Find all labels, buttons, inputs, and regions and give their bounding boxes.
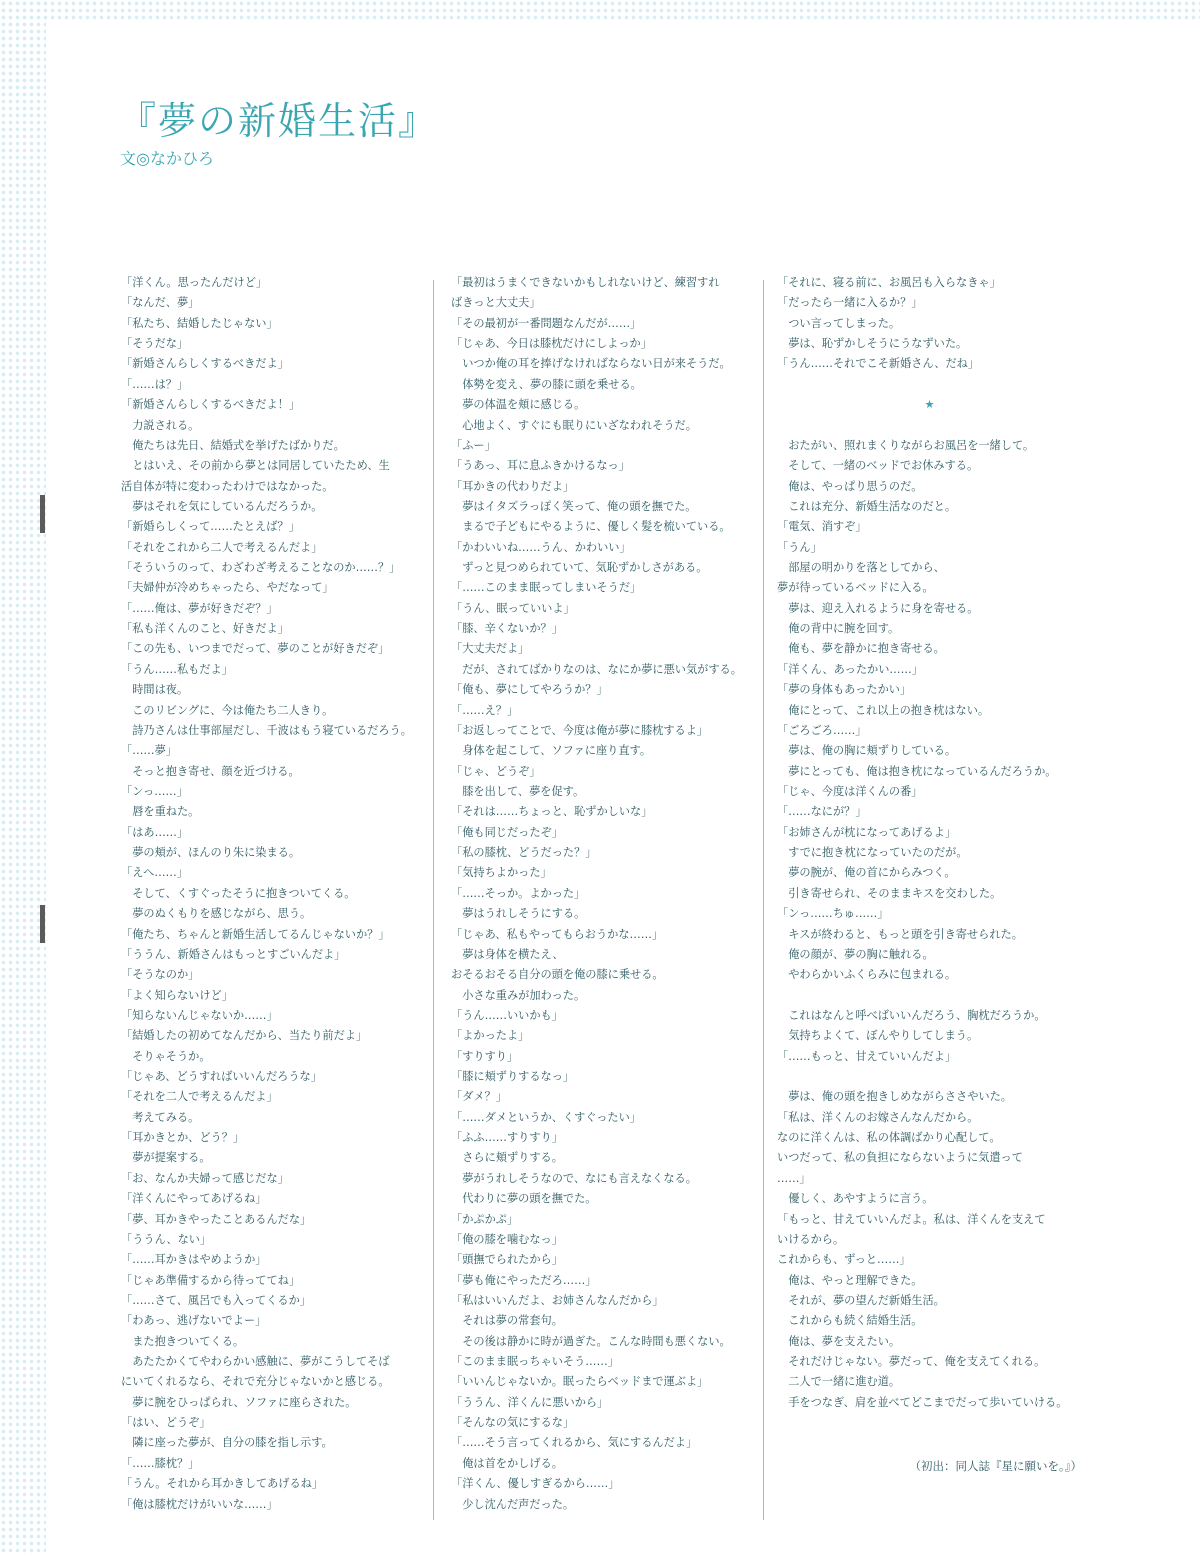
text-line: 「俺たち、ちゃんと新婚生活してるんじゃないか？」 [121, 927, 390, 941]
text-line: 「俺も、夢にしてやろうか？」 [451, 683, 608, 697]
author-credit: 文◎なかひろ [120, 149, 214, 168]
text-column-1 [121, 273, 426, 1523]
text-line: 夢の頬が、ほんのり朱に染まる。 [121, 846, 301, 860]
text-line: また抱きついてくる。 [121, 1334, 245, 1348]
text-column-3 [777, 273, 1082, 1523]
text-line: 「ンっ……」 [121, 784, 188, 798]
text-line: 「……夢」 [121, 744, 177, 758]
text-line: やわらかいふくらみに包まれる。 [777, 968, 957, 982]
text-line: 「最初はうまくできないかもしれないけど、練習すれ [451, 276, 720, 289]
text-line: 少し沈んだ声だった。 [451, 1497, 575, 1511]
text-line: それだけじゃない。夢だって、俺を支えてくれる。 [777, 1355, 1046, 1369]
text-line: 「うあっ、耳に息ふきかけるなっ」 [451, 459, 630, 473]
text-line: 「……ダメというか、くすぐったい」 [451, 1110, 641, 1124]
text-line: 「……そう言ってくれるから、気にするんだよ」 [451, 1436, 698, 1450]
text-line: そっと抱き寄せ、顔を近づける。 [121, 764, 300, 778]
text-line: 「気持ちよかった」 [451, 866, 552, 880]
text-line: 「それを二人で考えるんだよ」 [121, 1090, 278, 1104]
text-line: 力説される。 [121, 418, 200, 432]
text-line: 夢はうれしそうにする。 [451, 907, 586, 921]
text-line: 「よく知らないけど」 [121, 988, 233, 1002]
text-line: 「ふふ……すりすり」 [451, 1131, 563, 1145]
text-line: 「……そっか。よかった」 [451, 886, 586, 900]
text-line: 隣に座った夢が、自分の膝を指し示す。 [121, 1436, 333, 1450]
text-line: 膝を出して、夢を促す。 [451, 784, 585, 798]
text-line: 「じゃあ、どうすればいいんだろうな」 [121, 1070, 322, 1084]
text-line: 夢が待っているベッドに入る。 [777, 581, 934, 595]
text-line: 「それに、寝る前に、お風呂も入らなきゃ」 [777, 276, 1001, 289]
text-line: 「うん」 [777, 540, 822, 554]
text-line: 「そうなのか」 [121, 968, 200, 982]
text-line: 詩乃さんは仕事部屋だし、千波はもう寝ているだろう。 [121, 723, 412, 737]
text-line: 身体を起こして、ソファに座り直す。 [451, 744, 652, 758]
text-line: おたがい、照れまくりながらお風呂を一緒して。 [777, 438, 1035, 452]
text-line: 「なんだ、夢」 [121, 296, 200, 310]
dot-pattern-left [0, 0, 46, 1555]
text-line: 「……は？」 [121, 377, 189, 391]
text-line: 体勢を変え、夢の膝に頭を乗せる。 [451, 377, 642, 391]
text-line: 活自体が特に変わったわけではなかった。 [121, 479, 334, 493]
text-line: 代わりに夢の頭を撫でた。 [451, 1192, 597, 1206]
text-line: 夢の体温を頬に感じる。 [451, 398, 586, 412]
text-line: 「このまま眠っちゃいそう……」 [451, 1355, 619, 1369]
text-line: 「かわいいね……うん、かわいい」 [451, 540, 631, 554]
text-line: 「私は、洋くんのお嫁さんなんだから。 [777, 1110, 979, 1124]
text-line: 「耳かきの代わりだよ」 [451, 479, 575, 493]
text-line: 「ごろごろ……」 [777, 723, 867, 737]
text-line: 夢が提案する。 [121, 1151, 211, 1165]
binding-mark [40, 905, 45, 943]
text-line: 「結婚したの初めてなんだから、当たり前だよ」 [121, 1029, 368, 1043]
text-line: 「ンっ……ちゅ……」 [777, 907, 889, 921]
text-line: 俺は、やっぱり思うのだ。 [777, 479, 923, 493]
text-line: 「いいんじゃないか。眠ったらベッドまで運ぶよ」 [451, 1375, 709, 1389]
text-line: 「うん、眠っていいよ」 [451, 601, 575, 615]
text-column-2 [451, 273, 756, 1523]
text-line [777, 986, 1082, 1006]
text-line: 「それは……ちょっと、恥ずかしいな」 [451, 805, 653, 819]
text-line: 「新婚さんらしくするべきだよ！」 [121, 398, 301, 412]
text-line: キスが終わると、もっと頭を引き寄せられた。 [777, 927, 1023, 941]
text-line: これからも、ずっと……」 [777, 1253, 911, 1267]
text-line: 「ダメ？」 [451, 1090, 507, 1104]
text-line: 「洋くん、あったかい……」 [777, 662, 923, 676]
text-line: 「ううん、ない」 [121, 1232, 212, 1246]
text-line: おそるおそる自分の頭を俺の膝に乗せる。 [451, 968, 664, 982]
star-icon: ★ [924, 398, 935, 412]
text-line: 夢はイタズラっぽく笑って、俺の頭を撫でた。 [451, 499, 697, 513]
text-line: それが、夢の望んだ新婚生活。 [777, 1293, 945, 1307]
column-divider [763, 280, 764, 1520]
text-line: 「この先も、いつまでだって、夢のことが好きだぞ」 [121, 642, 390, 656]
text-line: 「大丈夫だよ」 [451, 642, 530, 656]
text-line: 「そうだな」 [121, 337, 189, 351]
text-line: 小さな重みが加わった。 [451, 988, 586, 1002]
text-line: 「私たち、結婚したじゃない」 [121, 316, 278, 330]
text-line: 「……なにが？」 [777, 805, 867, 819]
text-line: 「……膝枕？」 [121, 1456, 200, 1470]
text-line: 「……耳かきはやめようか」 [121, 1253, 267, 1267]
text-line: 「俺も同じだったぞ」 [451, 825, 563, 839]
text-line: その後は静かに時が過ぎた。こんな時間も悪くない。 [451, 1334, 731, 1348]
text-line: あたたかくてやわらかい感触に、夢がこうしてそば [121, 1355, 390, 1369]
text-line: 夢がうれしそうなので、なにも言えなくなる。 [451, 1171, 697, 1185]
text-line: 心地よく、すぐにも眠りにいざなわれそうだ。 [451, 418, 697, 432]
text-line: 「じゃ、今度は洋くんの番」 [777, 784, 923, 798]
text-line: ……」 [777, 1171, 811, 1185]
text-line: 俺の顔が、夢の胸に触れる。 [777, 947, 934, 961]
binding-mark [40, 495, 45, 533]
text-line: いつだって、私の負担にならないように気遣って [777, 1151, 1023, 1165]
text-line: 俺にとって、これ以上の抱き枕はない。 [777, 703, 990, 717]
text-line: 気持ちよくて、ぼんやりしてしまう。 [777, 1029, 979, 1043]
text-line: 「それをこれから二人で考えるんだよ」 [121, 540, 323, 554]
text-line: 「新婚さんらしくするべきだよ」 [121, 357, 289, 371]
text-line: 夢に腕をひっぱられ、ソファに座らされた。 [121, 1395, 357, 1409]
text-line: 時間は夜。 [121, 683, 189, 697]
text-line: 俺も、夢を静かに抱き寄せる。 [777, 642, 945, 656]
text-line: 「わあっ、逃げないでよー」 [121, 1314, 267, 1328]
text-line: 「洋くんにやってあげるね」 [121, 1192, 267, 1206]
text-line: 夢のぬくもりを感じながら、思う。 [121, 907, 312, 921]
text-line: なのに洋くんは、私の体調ばかり心配して。 [777, 1131, 1001, 1145]
text-line: 「うん。それから耳かきしてあげるね」 [121, 1477, 324, 1491]
text-line: にいてくれるなら、それで充分じゃないかと感じる。 [121, 1375, 390, 1389]
text-line: 「頭撫でられたから」 [451, 1253, 563, 1267]
story-title: 『夢の新婚生活』 [118, 99, 439, 143]
text-line: 部屋の明かりを落としてから、 [777, 561, 945, 575]
text-line: 「知らないんじゃないか……」 [121, 1008, 278, 1022]
text-line: 「かぷかぷ」 [451, 1212, 519, 1226]
text-line: 「……俺は、夢が好きだぞ？」 [121, 601, 278, 615]
text-line: 「もっと、甘えていいんだよ。私は、洋くんを支えて [777, 1212, 1046, 1226]
text-line: まるで子どもにやるように、優しく髪を梳いている。 [451, 520, 731, 534]
text-line: 引き寄せられ、そのままキスを交わした。 [777, 886, 1002, 900]
text-line: 夢は、俺の胸に頬ずりしている。 [777, 744, 957, 758]
text-line [777, 1067, 1082, 1087]
text-line: それは夢の常套句。 [451, 1314, 563, 1328]
text-line: 「ふー」 [451, 438, 496, 452]
text-line: 「じゃあ、私もやってもらおうかな……」 [451, 927, 664, 941]
text-line: 「じゃあ準備するから待っててね」 [121, 1273, 301, 1287]
text-line: 「はい、どうぞ」 [121, 1416, 211, 1430]
text-line: 「すりすり」 [451, 1049, 519, 1063]
text-line: いけるから。 [777, 1232, 845, 1246]
text-line: だが、されてばかりなのは、なにか夢に悪い気がする。 [451, 662, 742, 676]
text-line: 「新婚らしくって……たとえば？」 [121, 520, 300, 534]
text-line: 「だったら一緒に入るか？」 [777, 296, 923, 310]
text-line: これからも続く結婚生活。 [777, 1314, 923, 1328]
text-line: そして、一緒のベッドでお休みする。 [777, 459, 979, 473]
column-divider [433, 280, 434, 1520]
text-line: 二人で一緒に進む道。 [777, 1375, 901, 1389]
text-line: 「うん……いいかも」 [451, 1008, 563, 1022]
text-line: 夢はそれを気にしているんだろうか。 [121, 499, 323, 513]
text-line: これは充分、新婚生活なのだと。 [777, 499, 957, 513]
text-line: 「うん……それでこそ新婚さん、だね」 [777, 357, 980, 371]
text-line: 「洋くん。思ったんだけど」 [121, 276, 268, 289]
text-line: ずっと見つめられていて、気恥ずかしさがある。 [451, 561, 708, 575]
text-line: 「お返しってことで、今度は俺が夢に膝枕するよ」 [451, 723, 709, 737]
text-line: さらに頬ずりする。 [451, 1151, 563, 1165]
text-line: 「夢も俺にやっただろ……」 [451, 1273, 597, 1287]
text-line: 「ううん、洋くんに悪いから」 [451, 1395, 609, 1409]
text-line [777, 375, 1082, 395]
text-line: いつか俺の耳を捧げなければならない日が来そうだ。 [451, 357, 731, 371]
text-line: 俺は、やっと理解できた。 [777, 1273, 923, 1287]
text-line: 「じゃ、どうぞ」 [451, 764, 541, 778]
text-line: 夢は、恥ずかしそうにうなずいた。 [777, 337, 968, 351]
text-line: 「洋くん、優しすぎるから……」 [451, 1477, 620, 1491]
text-line: 夢は、迎え入れるように身を寄せる。 [777, 601, 979, 615]
text-line: 「耳かきとか、どう？」 [121, 1131, 245, 1145]
text-line: 「はあ……」 [121, 825, 189, 839]
text-line: 俺は、夢を支えたい。 [777, 1334, 901, 1348]
text-line: とはいえ、その前から夢とは同居していたため、生 [121, 459, 390, 473]
text-line: 「私の膝枕、どうだった？」 [451, 846, 597, 860]
text-line: すでに抱き枕になっていたのだが。 [777, 846, 968, 860]
text-line: 「よかったよ」 [451, 1029, 530, 1043]
text-line: つい言ってしまった。 [777, 316, 901, 330]
text-line: 俺の背中に腕を回す。 [777, 622, 900, 636]
text-line: 「お姉さんが枕になってあげるよ」 [777, 825, 957, 839]
text-line: このリビングに、今は俺たち二人きり。 [121, 703, 334, 717]
text-line: 「そういうのって、わざわざ考えることなのか……？」 [121, 561, 401, 575]
text-line: 考えてみる。 [121, 1110, 200, 1124]
text-line: 夢は、俺の頭を抱きしめながらささやいた。 [777, 1090, 1012, 1104]
first-publication-note: （初出：同人誌『星に願いを。』） [909, 1459, 1082, 1473]
text-line: そりゃそうか。 [121, 1049, 211, 1063]
text-line: 俺は首をかしげる。 [451, 1456, 563, 1470]
text-line: 「夫婦仲が冷めちゃったら、やだなって」 [121, 581, 334, 595]
text-line: 「うん……私もだよ」 [121, 662, 233, 676]
text-line: 「……さて、風呂でも入ってくるか」 [121, 1293, 311, 1307]
text-line: 「じゃあ、今日は膝枕だけにしよっか」 [451, 337, 652, 351]
text-line: 「お、なんか夫婦って感じだな」 [121, 1171, 289, 1185]
text-line [777, 416, 1082, 436]
text-line: 夢は身体を横たえ、 [451, 947, 564, 961]
text-line: 優しく、あやすように言う。 [777, 1192, 934, 1206]
text-line: 手をつなぎ、肩を並べてどこまでだって歩いていける。 [777, 1395, 1068, 1409]
text-line: 「夢、耳かきやったことあるんだな」 [121, 1212, 312, 1226]
text-line: ばきっと大丈夫」 [451, 296, 541, 310]
text-line: 唇を重ねた。 [121, 805, 200, 819]
text-line: 「膝に頬ずりするなっ」 [451, 1070, 575, 1084]
text-line: 「膝、辛くないか？」 [451, 622, 563, 636]
text-line: 「えへ……」 [121, 866, 188, 880]
text-line: 「俺の膝を噛むなっ」 [451, 1232, 563, 1246]
text-line: そして、くすぐったそうに抱きついてくる。 [121, 886, 356, 900]
text-line: これはなんと呼べばいいんだろう、胸枕だろうか。 [777, 1008, 1046, 1022]
text-line: 俺たちは先日、結婚式を挙げたばかりだ。 [121, 438, 345, 452]
text-line: 「その最初が一番問題なんだが……」 [451, 316, 642, 330]
text-line: 「……このまま眠ってしまいそうだ」 [451, 581, 642, 595]
text-line: 「私も洋くんのこと、好きだよ」 [121, 622, 289, 636]
text-line: 「……え？」 [451, 703, 519, 717]
text-line: 「ううん、新婚さんはもっとすごいんだよ」 [121, 947, 346, 961]
text-line: 夢にとっても、俺は抱き枕になっているんだろうか。 [777, 764, 1057, 778]
text-line: 「電気、消すぞ」 [777, 520, 867, 534]
text-line: 「夢の身体もあったかい」 [777, 683, 912, 697]
text-line: 「私はいいんだよ、お姉さんなんだから」 [451, 1293, 664, 1307]
text-line: 「……もっと、甘えていいんだよ」 [777, 1049, 957, 1063]
text-line: 「俺は膝枕だけがいいな……」 [121, 1497, 278, 1511]
text-line: 「そんなの気にするな」 [451, 1416, 575, 1430]
text-line: 夢の腕が、俺の首にからみつく。 [777, 866, 956, 880]
